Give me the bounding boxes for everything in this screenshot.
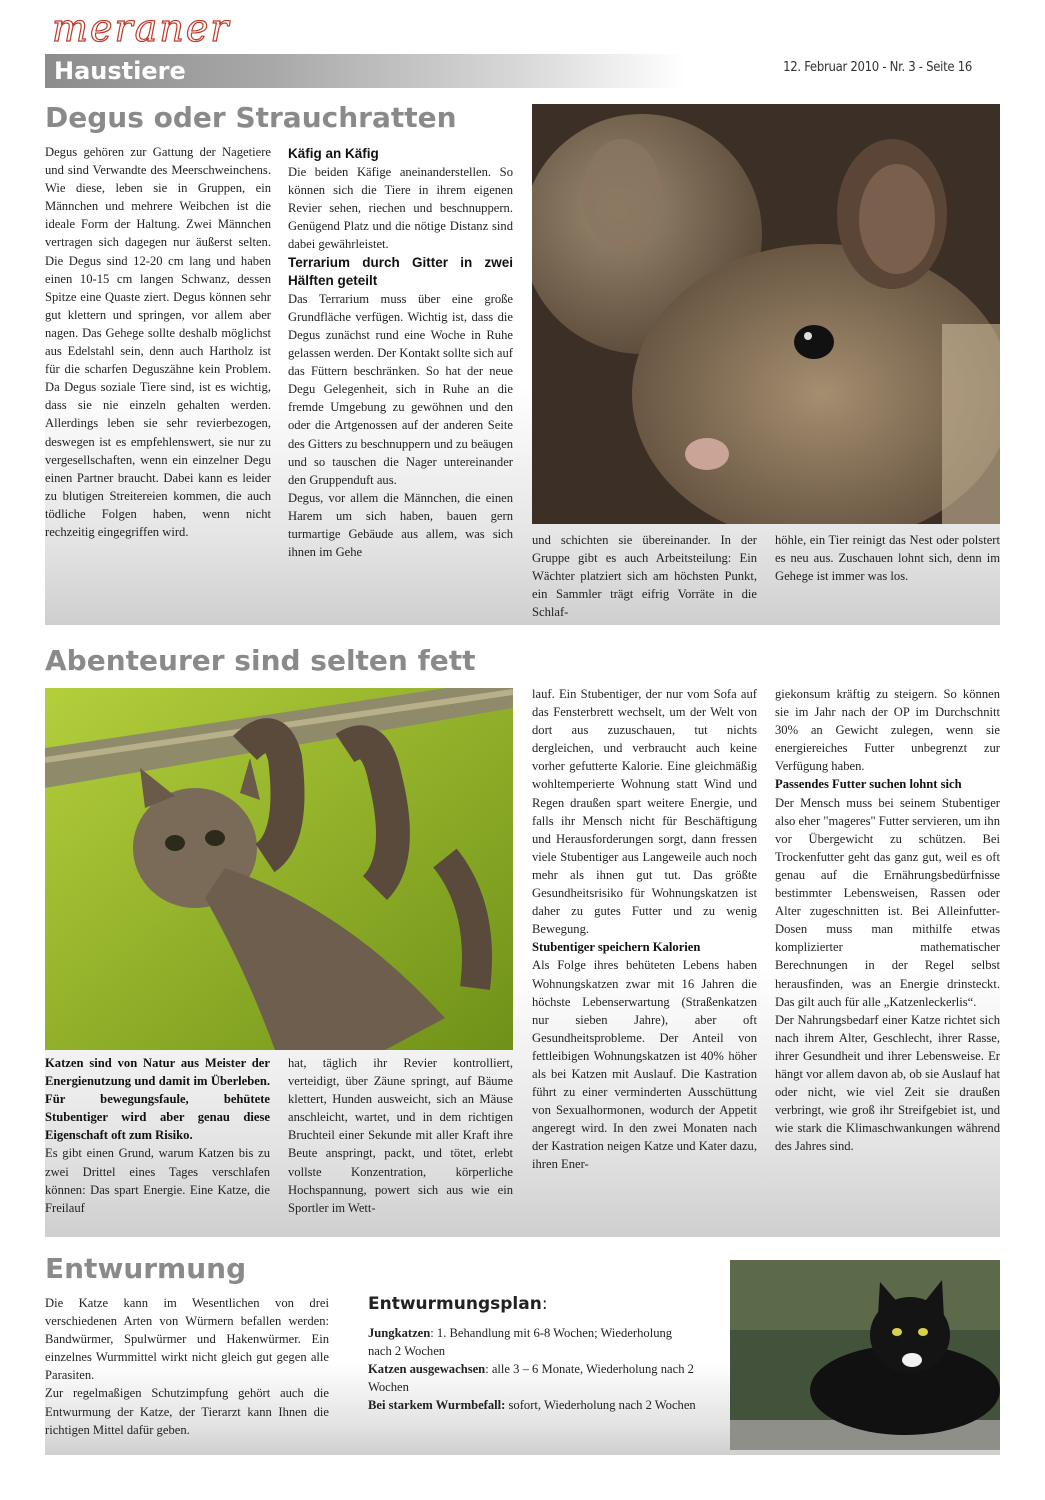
degu-photo [532, 104, 1000, 524]
degus-col2a-text: Die beiden Käfige aneinanderstellen. So können sich die Tiere in ihrem eigenen Revier sehen, riechen und beschnuppern. Genügend Platz und die nötige Distanz sind dabei gewährleistet. [288, 165, 513, 252]
degus-col2c-text: Degus, vor allem die Männchen, die einen Harem um sich haben, bauen gern turmartige Gebäude aus allem, was sich ihnen im Gehe [288, 490, 513, 560]
cats-col4b-text: Der Mensch muss bei seinem Stubentiger also eher "mageres" Futter servieren, um ihn vor Übergewicht zu schützen. Bei Trockenfutter geht das ganz gut, weil es oft genau auf die Ernährungsbedürfnisse bestimmter Lebensweisen, Rassen oder Alter zugeschnitten ist. Bei Alleinfutter-Dosen muss man mithilfe etwas komplizierter mathematischer Berechnungen in der Regel selbst herausfinden, was an Energie drinsteckt. Das gilt auch für alle „Katzenleckerlis“. [775, 795, 1000, 1009]
cats-headline: Abenteurer sind selten fett [45, 644, 476, 677]
degu-illustration [532, 104, 1000, 524]
cats-col2-text: hat, täglich ihr Revier kontrolliert, verteidigt, über Zäune springt, auf Bäume klettert, Hunden ausweicht, sich an Mäuse anschleicht, wartet, und in dem richtigen Bruchteil einer Sekunde mit aller Kraft ihre Beute anspringt, packt, und tötet, erlebt vollste Konzentration, körperliche Hochspannung, powert sich aus wie ein Sportler im Wett- [288, 1056, 513, 1215]
cats-subhead-futter: Passendes Futter suchen lohnt sich [775, 777, 962, 792]
degus-subhead-kaefig: Käfig an Käfig [288, 146, 379, 161]
kitten-photo [45, 688, 513, 1050]
degus-col4-text: höhle, ein Tier reinigt das Nest oder polstert es neu aus. Zuschauen lohnt sich, denn im Gehege ist immer was los. [775, 533, 1000, 584]
masthead-logo: meraner [52, 6, 231, 50]
worm-plan-item-ausgewachsen: Katzen ausgewachsen: alle 3 – 6 Monate, Wiederholung nach 2 Wochen [368, 1362, 694, 1395]
kitten-illustration [45, 688, 513, 1050]
cats-column-2 [288, 1054, 513, 1217]
worm-col1b-text: Zur regelmaßigen Schutzimpfung gehört auch die Entwurmung der Katze, der Tierarzt kann Ihnen die richtigen Mittel dafür geben. [45, 1386, 329, 1437]
cats-lead: Katzen sind von Natur aus Meister der Energienutzung und damit im Überleben. Für bewegungsfaule, behütete Stubentiger wird aber genau diese Eigenschaft oft zum Risiko. [45, 1056, 270, 1143]
worm-column-1 [45, 1294, 329, 1439]
worm-headline: Entwurmung [45, 1252, 247, 1285]
cats-column-4 [775, 685, 1000, 1155]
cats-col3b-text: Als Folge ihres behüteten Lebens haben Wohnungskatzen zwar mit 16 Jahren die höchste Lebenserwartung (Straßenkatzen nur sieben Jahre), aber oft Gesundheitsprobleme. Der Anteil von fettleibigen Wohnungskatzen ist 40% höher als bei Katzen mit Auslauf. Die Kastration führt zu einer verminderten Ausschüttung von Sexualhormonen, wodurch der Appetit angeregt wird. In den zwei Monaten nach der Kastration neigen Katze und Kater dazu, ihren Ener- [532, 958, 757, 1172]
black-cat-photo [730, 1260, 1000, 1450]
degus-column-1 [45, 143, 271, 541]
section-title: Haustiere [54, 57, 186, 85]
degus-col3-text: und schichten sie übereinander. In der Gruppe gibt es auch Arbeitsteilung: Ein Wächter platziert sich am höchsten Punkt, ein Sammler trägt eifrig Vorräte in die Schlaf- [532, 533, 757, 620]
worm-plan [368, 1294, 698, 1414]
degus-col1-text: Degus gehören zur Gattung der Nagetiere und sind Verwandte des Meerschweinchens. Wie diese, leben sie in Gruppen, ein Männchen und mehrere Weibchen ist die ideale Form der Haltung. Zwei Männchen vertragen sich dagegen nur äußerst selten. Die Degus sind 12-20 cm lang und haben einen 10-15 cm langen Schwanz, dessen Spitze eine Quaste ziert. Degus können sehr gut klettern und springen, vor allem aber nagen. Das Gehege sollte deshalb möglichst aus Edelstahl sein, denn auch Hartholz ist für die scharfen Deguszähne kein Problem. Da Degus soziale Tiere sind, ist es wichtig, dass sie nie einzeln gehalten werden. Allerdings leben sie sehr revierbezogen, deswegen ist es empfehlenswert, sie nur zu vergesellschaften, wenn ein einzelner Degu einen Partner braucht. Dabei kann es leider zu blutigen Streitereien kommen, die auch tödliche Folgen haben, wenn nicht rechzeitig eingegriffen wird. [45, 145, 271, 539]
degus-headline: Degus oder Strauchratten [45, 101, 457, 134]
cats-col4c-text: Der Nahrungsbedarf einer Katze richtet sich nach ihrem Alter, Geschlecht, ihrer Rasse, ihrer Gesundheit und ihrer Lebensweise. Er hängt vor allem davon ab, ob sie Auslauf hat oder nicht, wie viel Zeit sie draußen verbringt, wie groß ihr Streifgebiet ist, und wie stark die Klimaschwankungen während des Jahres sind. [775, 1012, 1000, 1154]
worm-col1a-text: Die Katze kann im Wesentlichen von drei verschiedenen Arten von Würmern befallen werden: Bandwürmer, Spulwürmer und Hakenwürmer. Ein einzelnes Wurmmittel wirkt nicht gleich gut gegen alle Parasiten. [45, 1296, 329, 1383]
degus-column-3 [532, 531, 757, 621]
cats-col3a-text: lauf. Ein Stubentiger, der nur vom Sofa auf das Fensterbrett wechselt, um der Welt von dort aus zuzuschauen, tut nichts dergleichen, und verbraucht auch keine vorher gefutterte Kalorie. Eine gleichmäßig wohltemperierte Wohnung statt Wind und Regen draußen spart weitere Energie, und falls ihr Mensch nicht für Beschäftigung und Herausforderungen sorgt, dann fressen viele Stubentiger aus Langeweile auch noch mehr als ihnen gut tut. Das größte Gesundheitsrisiko für Wohnungskatzen ist daher zu gutes Futter und zu wenig Bewegung. [532, 687, 757, 937]
cats-col1-text: Es gibt einen Grund, warum Katzen bis zu zwei Drittel eines Tages verschlafen können: Das spart Energie. Eine Katze, die Freilauf [45, 1146, 270, 1215]
degus-subhead-terrarium: Terrarium durch Gitter in zwei Hälften geteilt [288, 254, 513, 288]
degus-column-2 [288, 145, 513, 561]
issue-line: 12. Februar 2010 - Nr. 3 - Seite 16 [783, 60, 972, 75]
cats-column-3 [532, 685, 757, 1174]
cats-col4a-text: giekonsum kräftig zu steigern. So können sie im Jahr nach der OP im Durchschnitt 30% an Gewicht zulegen, wenn sie energiereiches Futter unbegrenzt zur Verfügung haben. [775, 687, 1000, 774]
degus-col2b-text: Das Terrarium muss über eine große Grundfläche verfügen. Wichtig ist, dass die Degus zunächst rund eine Woche in Ruhe gelassen werden. Der Kontakt sollte sich auf das Füttern beschränken. So hat der neue Degu Gelegenheit, sich in Ruhe an die fremde Umgebung zu gewöhnen und den oder die Artgenossen auf der anderen Seite des Gitters zu beschnuppern und zu beäugen und so tauschen die Nager untereinander den Gruppenduft aus. [288, 291, 513, 487]
degus-column-4 [775, 531, 1000, 585]
cats-column-1 [45, 1054, 270, 1217]
worm-plan-title: Entwurmungsplan: [368, 1294, 548, 1314]
black-cat-illustration [730, 1260, 1000, 1450]
cats-subhead-kalorien: Stubentiger speichern Kalorien [532, 940, 701, 955]
worm-plan-item-starkbefall: Bei starkem Wurmbefall: sofort, Wiederholung nach 2 Wochen [368, 1398, 696, 1413]
worm-plan-item-jungkatzen: Jungkatzen: 1. Behandlung mit 6-8 Wochen; Wiederholung nach 2 Wochen [368, 1326, 673, 1359]
